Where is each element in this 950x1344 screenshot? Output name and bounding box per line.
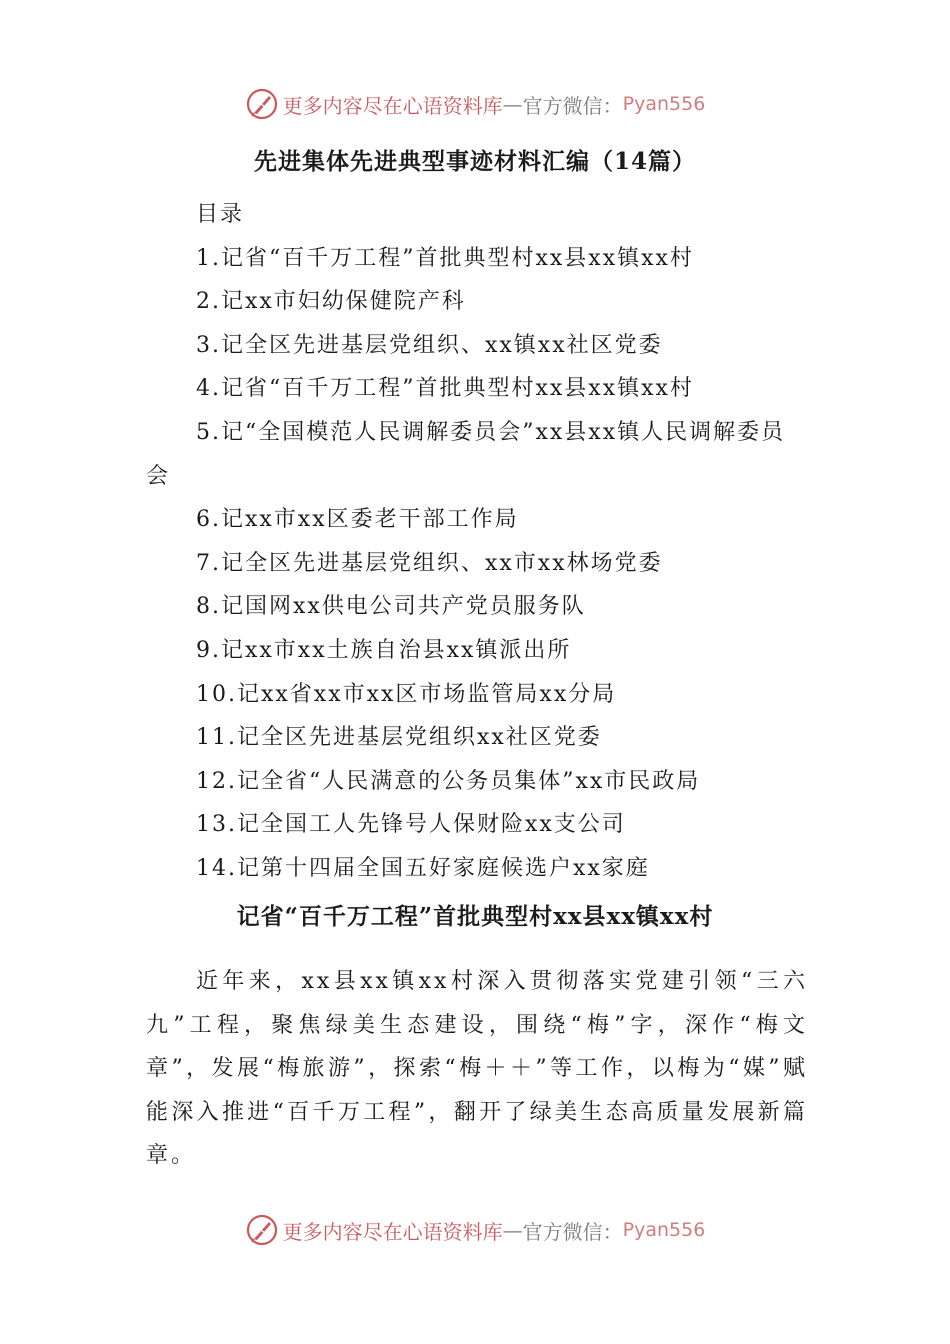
toc-item: 8.记国网xx供电公司共产党员服务队 (196, 594, 586, 620)
document-title: 先进集体先进典型事迹材料汇编（14篇） (253, 148, 696, 175)
toc-item: 14.记第十四届全国五好家庭候选户xx家庭 (196, 855, 650, 881)
article-body: 近年来，xx县xx镇xx村深入贯彻落实党建引领“三六九”工程，聚焦绿美生态建设，围绕“梅”字，深作“梅文章”，发展“梅旅游”，探索“梅＋＋”等工作，以梅为“媒”赋能深入推进“百千万工程”，翻开了绿美生态高质量发展新篇章。 (146, 969, 808, 1169)
watermark-header (0, 84, 950, 124)
watermark-account-label: 官方微信： (522, 93, 623, 118)
toc-heading: 目录 (196, 202, 245, 227)
toc-item: 5.记“全国模范人民调解委员会”xx县xx镇人民调解委员会 (146, 419, 786, 489)
watermark-account-label: 官方微信： (522, 1219, 623, 1244)
watermark-footer (0, 1210, 950, 1250)
toc-item: 10.记xx省xx市xx区市场监管局xx分局 (196, 681, 617, 707)
watermark-label: 更多内容尽在心语资料库 (282, 1219, 503, 1244)
watermark-separator: — (502, 92, 523, 116)
toc-item: 11.记全区先进基层党组织xx社区党委 (196, 725, 602, 751)
toc-item: 6.记xx市xx区委老干部工作局 (196, 507, 519, 533)
toc-item: 3.记全区先进基层党组织、xx镇xx社区党委 (196, 332, 663, 358)
toc-item: 1.记省“百千万工程”首批典型村xx县xx镇xx村 (196, 245, 694, 271)
article-title: 记省“百千万工程”首批典型村xx县xx镇xx村 (236, 903, 714, 930)
quill-logo-icon (245, 87, 279, 121)
toc-item: 13.记全国工人先锋号人保财险xx支公司 (196, 812, 626, 838)
table-of-contents (146, 193, 808, 891)
watermark-separator: — (502, 1218, 523, 1242)
watermark-label: 更多内容尽在心语资料库 (282, 93, 503, 118)
toc-item: 7.记全区先进基层党组织、xx市xx林场党委 (196, 550, 663, 576)
toc-item: 2.记xx市妇幼保健院产科 (196, 289, 466, 315)
watermark-account: Pyan556 (622, 1219, 706, 1241)
toc-item: 12.记全省“人民满意的公务员集体”xx市民政局 (196, 768, 701, 794)
quill-logo-icon (245, 1213, 279, 1247)
toc-item: 4.记省“百千万工程”首批典型村xx县xx镇xx村 (196, 376, 694, 402)
watermark-account: Pyan556 (622, 93, 706, 115)
toc-item: 9.记xx市xx土族自治县xx镇派出所 (196, 637, 572, 663)
